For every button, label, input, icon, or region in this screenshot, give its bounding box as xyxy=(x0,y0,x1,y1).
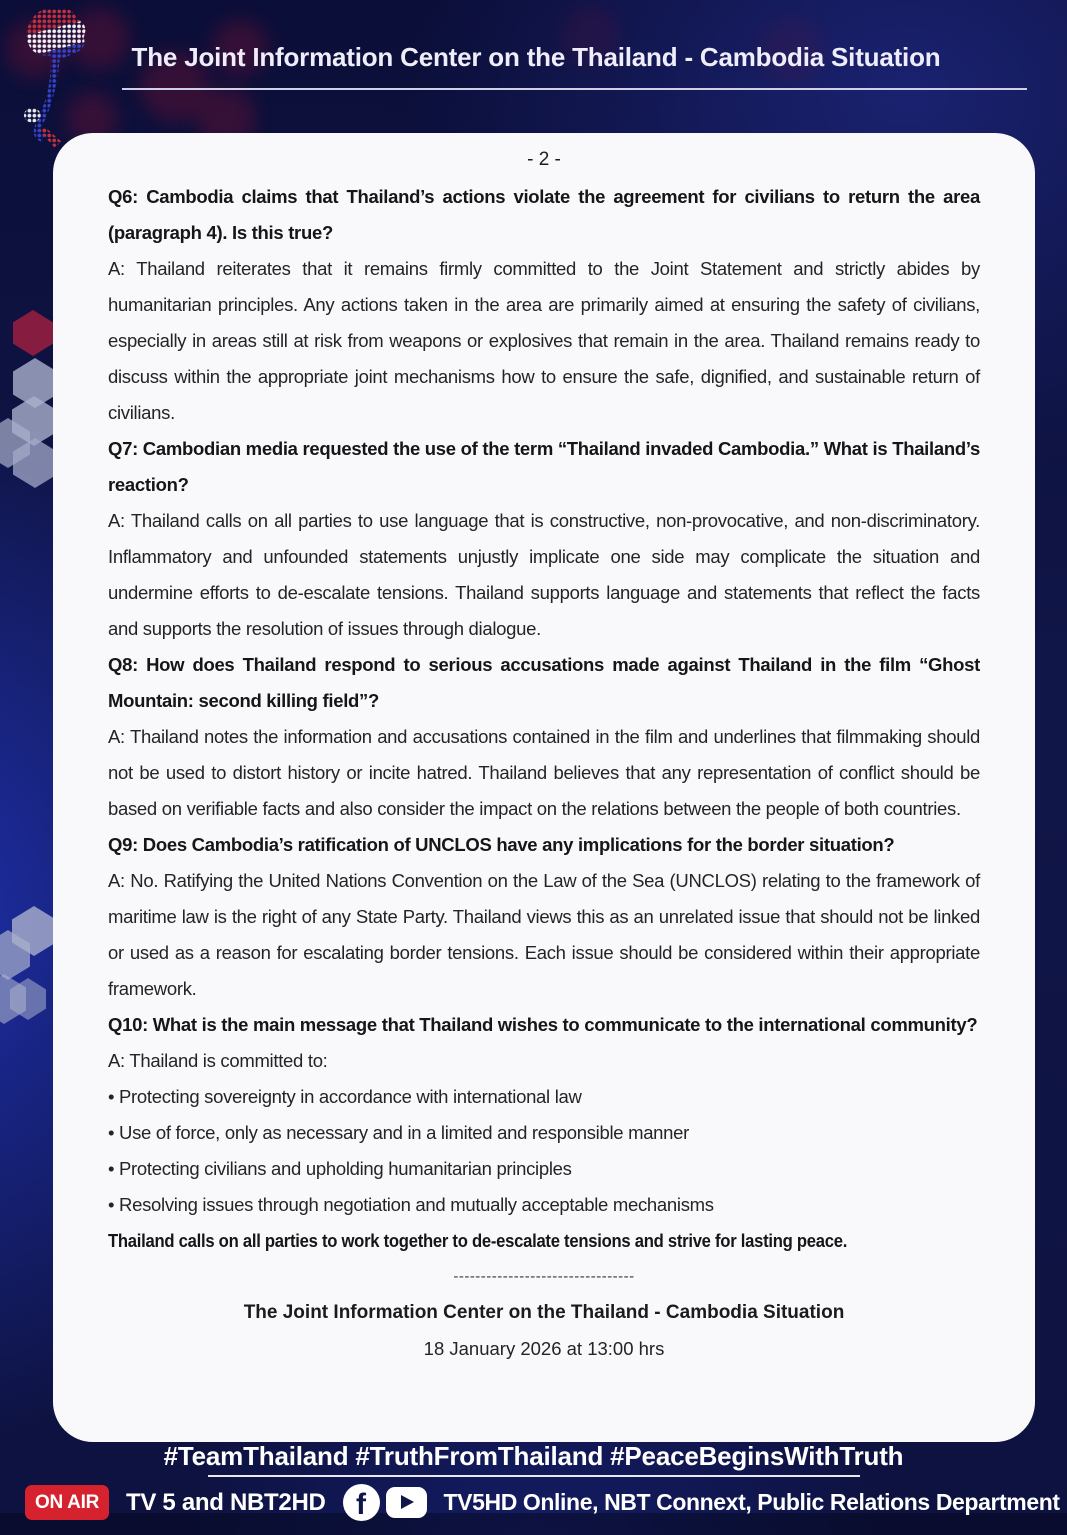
channels-label: TV 5 and NBT2HD xyxy=(126,1488,326,1516)
card-footer-datetime: 18 January 2026 at 13:00 hrs xyxy=(423,1338,665,1359)
facebook-icon: f xyxy=(343,1484,380,1521)
bullet-item: • Use of force, only as necessary and in a limited and responsible manner xyxy=(108,1122,690,1143)
answer-q7: A: Thailand calls on all parties to use language that is constructive, non-provocative, and non-discriminatory. Inflammatory and unfounded statements unjustly implicate one side may complicate the situation and undermine efforts to de-escalate tensions. Thailand supports language and statements that reflect the facts and supports the resolution of issues through dialogue. xyxy=(108,510,980,639)
thailand-map-dots-logo xyxy=(12,4,104,151)
question-q6: Q6: Cambodia claims that Thailand’s actions violate the agreement for civilians to return the area (paragraph 4). Is this true? xyxy=(108,186,980,243)
page-title: The Joint Information Center on the Thailand - Cambodia Situation xyxy=(131,42,941,72)
question-q9: Q9: Does Cambodia’s ratification of UNCLOS have any implications for the border situation? xyxy=(108,834,895,855)
question-q10: Q10: What is the main message that Thailand wishes to communicate to the international community? xyxy=(108,1014,978,1035)
answer-q6: A: Thailand reiterates that it remains firmly committed to the Joint Statement and strictly abides by humanitarian principles. Any actions taken in the area are primarily aimed at ensuring the safety of civilians, especially in areas still at risk from weapons or explosives that remain in the area. Thailand remains ready to discuss within the appropriate joint mechanisms how to ensure the safe, dignified, and sustainable return of civilians. xyxy=(108,258,980,423)
social-icons xyxy=(343,1484,427,1521)
answer-q10-intro: A: Thailand is committed to: xyxy=(108,1050,328,1071)
bullet-item: • Protecting civilians and upholding humanitarian principles xyxy=(108,1158,572,1179)
answer-q8: A: Thailand notes the information and accusations contained in the film and underlines that filmmaking should not be used to distort history or incite hatred. Thailand believes that any representation of conflict should be based on verifiable facts and also consider the impact on the relations between the people of both countries. xyxy=(108,726,980,819)
question-q8: Q8: How does Thailand respond to serious accusations made against Thailand in the film “Ghost Mountain: second killing field”? xyxy=(108,654,980,711)
answer-q9: A: No. Ratifying the United Nations Convention on the Law of the Sea (UNCLOS) relating to the framework of maritime law is the right of any State Party. Thailand views this as an unrelated issue that should not be linked or used as a reason for escalating border tensions. Each issue should be considered within their appropriate framework. xyxy=(108,870,980,999)
header-underline xyxy=(122,88,1027,90)
on-air-badge: ON AIR xyxy=(25,1485,109,1520)
bullet-item: • Protecting sovereignty in accordance with international law xyxy=(108,1086,582,1107)
bullet-item: • Resolving issues through negotiation and mutually acceptable mechanisms xyxy=(108,1194,714,1215)
online-services-label: TV5HD Online, NBT Connext, Public Relations Department xyxy=(443,1489,1060,1515)
content-card xyxy=(53,133,1035,1442)
closing-statement: Thailand calls on all parties to work together to de-escalate tensions and strive for lasting peace. xyxy=(108,1230,848,1251)
page-number: - 2 - xyxy=(527,149,561,170)
question-q7: Q7: Cambodian media requested the use of the term “Thailand invaded Cambodia.” What is Thailand’s reaction? xyxy=(108,438,980,495)
footer-divider-line xyxy=(208,1475,860,1477)
youtube-icon xyxy=(386,1487,427,1518)
bottom-bar xyxy=(25,1484,1060,1521)
card-footer-organization: The Joint Information Center on the Thailand - Cambodia Situation xyxy=(243,1302,845,1323)
dashed-divider: --------------------------------- xyxy=(453,1268,635,1285)
hashtags: #TeamThailand #TruthFromThailand #PeaceBeginsWithTruth xyxy=(163,1441,904,1471)
